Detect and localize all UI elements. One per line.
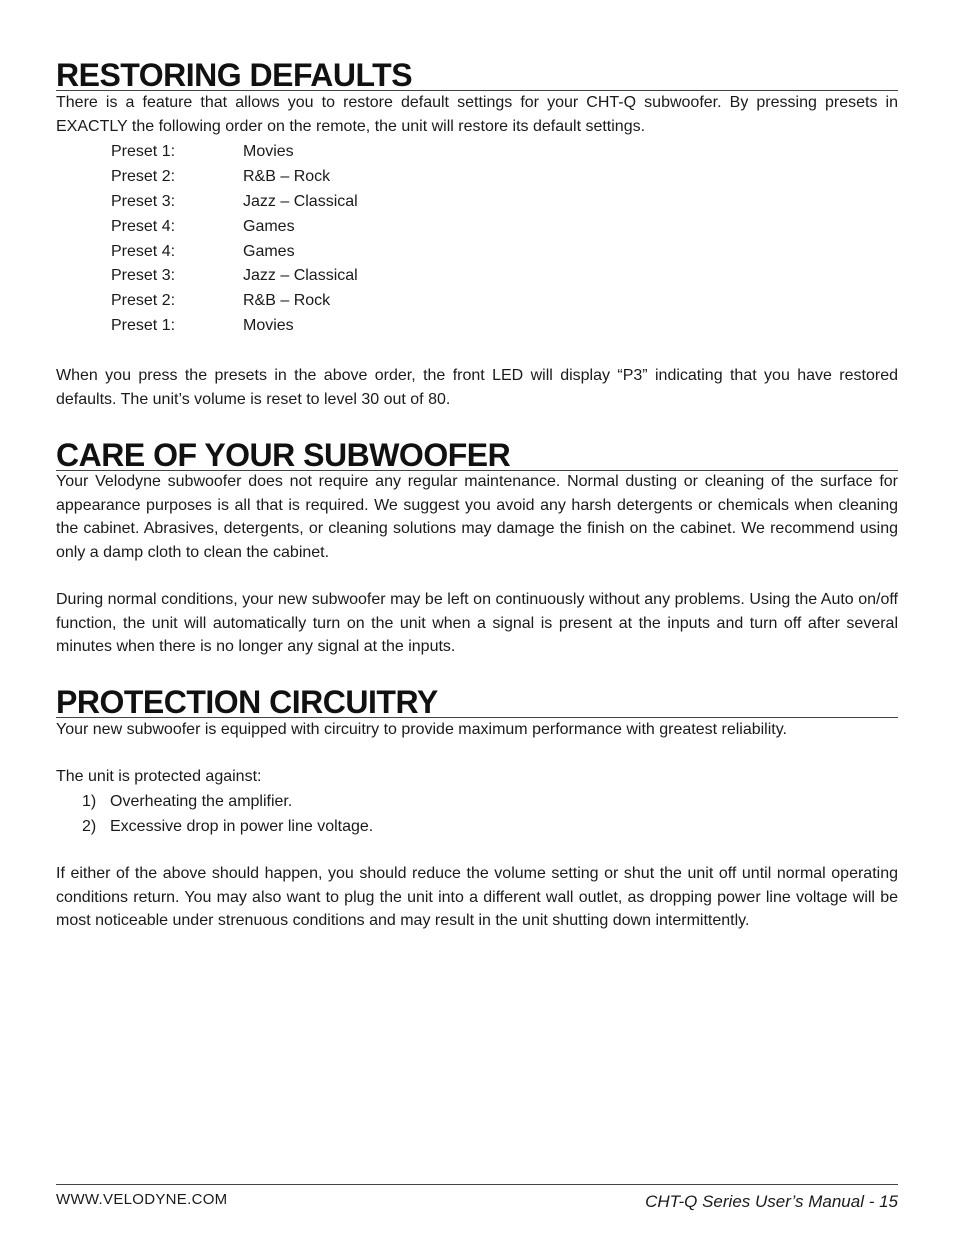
list-item-number: 1) (82, 793, 97, 810)
section-title-restoring-defaults: RESTORING DEFAULTS (56, 57, 413, 93)
list-item (82, 792, 292, 812)
protection-paragraph-3: If either of the above should happen, you should reduce the volume setting or shut the unit off until normal operating conditions return. You may also want to plug the unit into a different wall outlet, as dropping power line voltage will be most noticeable under strenuous conditions and may result in the unit shutting down intermittently. (56, 865, 898, 929)
protection-heading-block (56, 684, 898, 720)
preset-label: Preset 2: (111, 292, 176, 309)
care-paragraph-1: Your Velodyne subwoofer does not require any regular maintenance. Normal dusting or cleaning of the surface for appearance purposes is all that is required. We suggest you avoid any harsh detergents or chemicals when cleaning the cabinet. Abrasives, detergents, or cleaning solutions may damage the finish on the cabinet. We recommend using only a damp cloth to clean the cabinet. (56, 473, 898, 561)
preset-value: R&B – Rock (243, 292, 331, 309)
section-title-protection: PROTECTION CIRCUITRY (56, 684, 438, 720)
preset-label: Preset 1: (111, 317, 176, 334)
protection-paragraph-1: Your new subwoofer is equipped with circuitry to provide maximum performance with greatest reliability. (56, 721, 787, 738)
preset-value: Jazz – Classical (243, 193, 358, 210)
preset-value: Games (243, 218, 295, 235)
care-heading-block (56, 437, 898, 473)
section-title-care: CARE OF YOUR SUBWOOFER (56, 437, 511, 473)
list-item-text: Overheating the amplifier. (110, 793, 293, 810)
restoring-intro-paragraph: There is a feature that allows you to restore default settings for your CHT-Q subwoofer. By pressing presets in EXACTLY the following order on the remote, the unit will restore its default settings. (56, 94, 898, 135)
footer-manual-page-number: CHT-Q Series User’s Manual - 15 (645, 1192, 898, 1211)
preset-label: Preset 3: (111, 267, 176, 284)
footer-website-link[interactable]: WWW.VELODYNE.COM (56, 1191, 228, 1208)
list-item-text: Excessive drop in power line voltage. (110, 818, 374, 835)
preset-value: Games (243, 243, 295, 260)
list-item-number: 2) (82, 818, 97, 835)
preset-value: Movies (243, 143, 294, 160)
preset-value: Movies (243, 317, 294, 334)
preset-label: Preset 1: (111, 143, 176, 160)
preset-label: Preset 3: (111, 193, 176, 210)
preset-value: Jazz – Classical (243, 267, 358, 284)
footer-divider (56, 1184, 898, 1185)
list-item (82, 817, 373, 837)
care-paragraph-2: During normal conditions, your new subwoofer may be left on continuously without any problems. Using the Auto on/off function, the unit will automatically turn on the unit when a signal is present at the inputs and turn off after several minutes when there is no longer any signal at the inputs. (56, 591, 898, 655)
restoring-outro-paragraph: When you press the presets in the above order, the front LED will display “P3” indicating that you have restored defaults. The unit’s volume is reset to level 30 out of 80. (56, 367, 898, 408)
protection-paragraph-2: The unit is protected against: (56, 768, 262, 785)
restoring-defaults-heading-block (56, 57, 898, 93)
preset-value: R&B – Rock (243, 168, 331, 185)
preset-label: Preset 4: (111, 243, 176, 260)
preset-label: Preset 2: (111, 168, 176, 185)
preset-label: Preset 4: (111, 218, 176, 235)
